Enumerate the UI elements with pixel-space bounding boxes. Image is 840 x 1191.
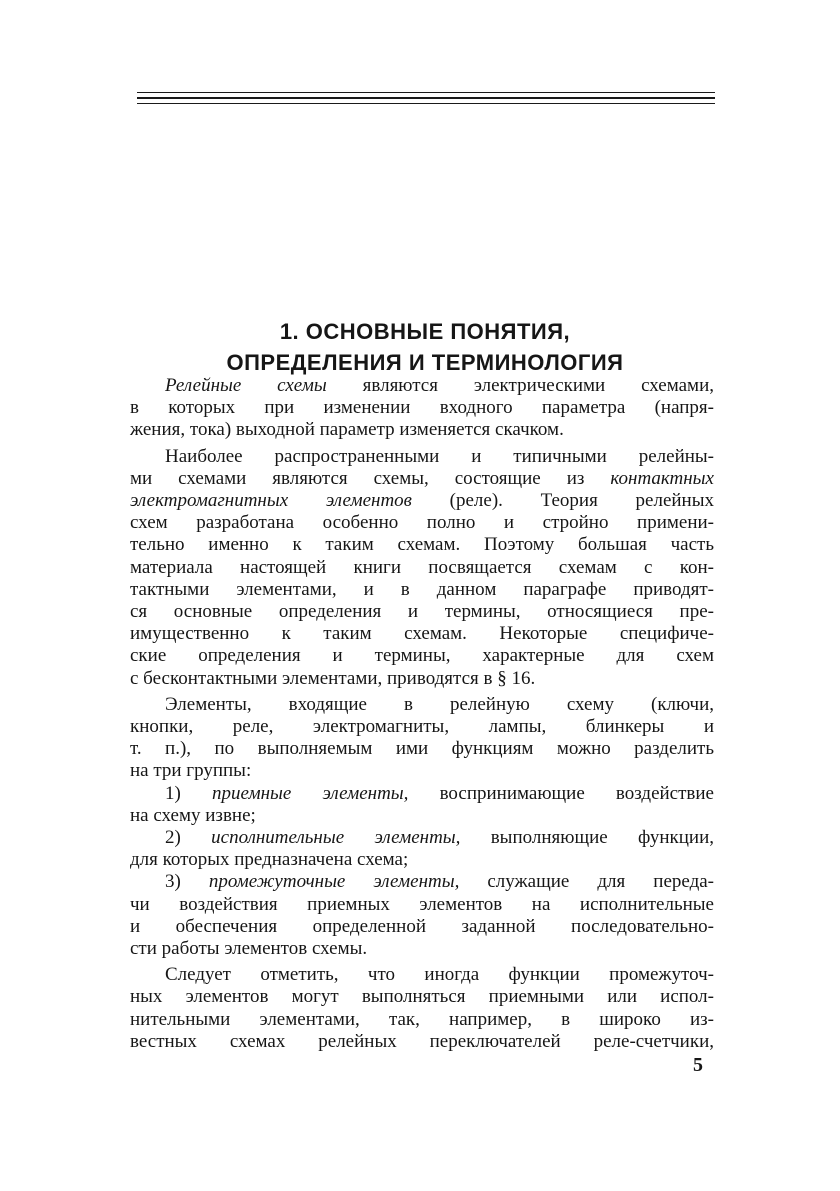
paragraph-2-line-7: тактными элементами, и в данном параграфе приводят- — [130, 578, 714, 600]
section-heading-line-1: 1. ОСНОВНЫЕ ПОНЯТИЯ, — [279, 319, 571, 344]
list-item-3-line-1 — [130, 871, 714, 893]
paragraph-4-line-3: нительными элементами, так, например, в широко из- — [130, 1008, 714, 1030]
paragraph-2-line-5: тельно именно к таким схемам. Поэтому большая часть — [130, 534, 714, 556]
paragraph-3-line-1: Элементы, входящие в релейную схему (ключи, — [165, 693, 714, 715]
list-item-3-line-4: сти работы элементов схемы. — [130, 938, 368, 960]
section-heading-line-2: ОПРЕДЕЛЕНИЯ И ТЕРМИНОЛОГИЯ — [226, 350, 624, 375]
term-relay-circuits: Релейные схемы — [165, 375, 327, 396]
paragraph-3-line-4: на три группы: — [130, 760, 252, 782]
paragraph-3-line-3: т. п.), по выполняемым ими функциям можно разделить — [130, 738, 714, 760]
list-number: 3) — [165, 871, 209, 893]
paragraph-4-line-2: ных элементов могут выполняться приемными или испол- — [130, 986, 714, 1008]
list-number: 1) — [165, 782, 212, 804]
term-electromagnetic-elements: электромагнитных элементов — [130, 490, 412, 512]
text-span: ми схемами являются схемы, состоящие из — [130, 467, 611, 489]
paragraph-2-line-3 — [130, 490, 714, 512]
list-item-1-line-1 — [130, 783, 714, 805]
list-item-2-line-1 — [130, 827, 714, 849]
paragraph-2-line-9: имущественно к таким схемам. Некоторые специфиче- — [130, 623, 714, 645]
term-receiving-elements: приемные элементы, — [212, 782, 409, 804]
paragraph-1-line-2: в которых при изменении входного параметра (напря- — [130, 397, 714, 419]
page-number: 5 — [693, 1054, 703, 1076]
term-executive-elements: исполнительные элементы, — [211, 827, 461, 849]
header-rule-thick — [137, 97, 715, 99]
text-span: (реле). Теория релейных — [411, 490, 714, 512]
header-rule-thin-top — [137, 92, 715, 93]
paragraph-2-line-4: схем разработана особенно полно и стройно примени- — [130, 512, 714, 534]
section-heading — [130, 316, 720, 378]
paragraph-2-line-2 — [130, 468, 714, 490]
paragraph-3-line-2: кнопки, реле, электромагниты, лампы, блинкеры и — [130, 716, 714, 738]
body-text — [130, 375, 714, 1053]
paragraph-2-line-1: Наиболее распространенными и типичными релейны- — [165, 445, 714, 467]
text-span: служащие для переда- — [459, 871, 715, 893]
paragraph-2-line-8: ся основные определения и термины, относящиеся пре- — [130, 601, 714, 623]
term-intermediate-elements: промежуточные элементы, — [208, 871, 460, 893]
paragraph-2-line-6: материала настоящей книги посвящается схемам с кон- — [130, 556, 714, 578]
list-item-3-line-2: чи воздействия приемных элементов на исполнительные — [130, 893, 714, 915]
text-span: выполняющие функции, — [460, 827, 714, 849]
list-item-3-line-3: и обеспечения определенной заданной последовательно- — [130, 915, 714, 937]
header-rule-thin-bottom — [137, 103, 715, 104]
paragraph-2-line-11: с бесконтактными элементами, приводятся в § 16. — [130, 667, 536, 689]
list-item-1-line-2: на схему извне; — [130, 804, 256, 826]
paragraph-4-line-1: Следует отметить, что иногда функции промежуточ- — [165, 964, 714, 986]
text-span: являются электрическими схемами, — [326, 375, 715, 396]
paragraph-4-line-4: вестных схемах релейных переключателей реле-счетчики, — [130, 1030, 714, 1052]
paragraph-1-line-3: жения, тока) выходной параметр изменяется скачком. — [130, 419, 564, 441]
term-contact: контактных — [610, 467, 714, 489]
list-item-2-line-2: для которых предназначена схема; — [130, 849, 409, 871]
list-number: 2) — [165, 827, 212, 849]
paragraph-2-line-10: ские определения и термины, характерные для схем — [130, 645, 714, 667]
paragraph-1-line-1 — [130, 375, 714, 397]
text-span: воспринимающие воздействие — [408, 782, 714, 804]
